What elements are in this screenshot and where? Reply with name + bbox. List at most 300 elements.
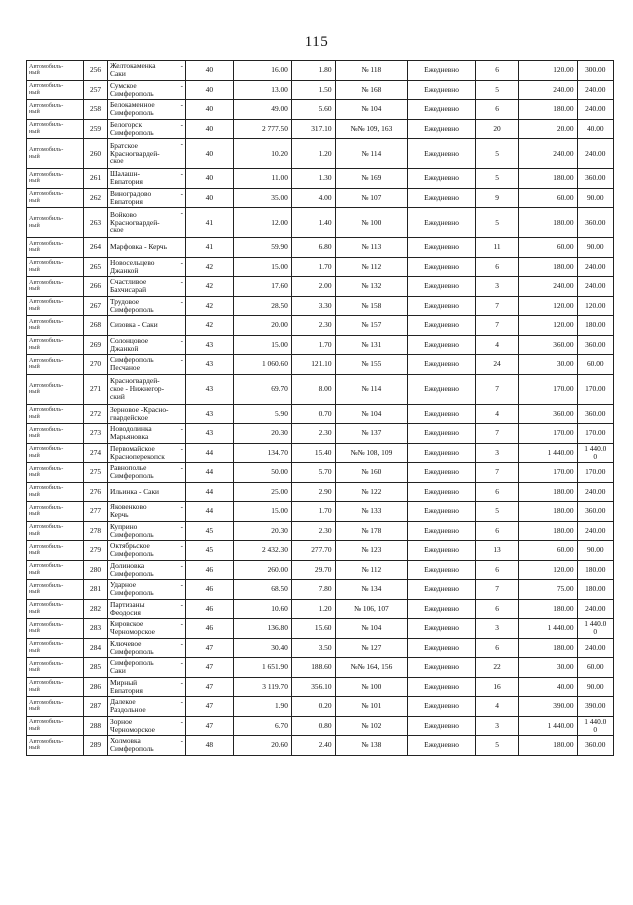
frequency-cell xyxy=(408,355,476,375)
route-dash: - xyxy=(180,639,183,648)
trips-count-text: 3 xyxy=(495,623,499,633)
route-name-text: Марфовка - Керчь xyxy=(110,242,167,252)
column-value-cell xyxy=(185,355,233,375)
route-dash: - xyxy=(180,561,183,570)
table-row xyxy=(27,100,614,120)
column-value-text: 50.00 xyxy=(271,467,288,477)
route-number-cell xyxy=(84,736,108,756)
route-type-text: Автомобиль- ный xyxy=(29,425,64,440)
total-cell xyxy=(577,619,613,639)
route-number-text: 261 xyxy=(90,173,102,183)
trips-count-text: 6 xyxy=(495,104,499,114)
column-value-cell xyxy=(291,541,335,561)
road-numbers-cell xyxy=(335,658,408,678)
frequency-text: Ежедневно xyxy=(424,104,459,114)
column-value-cell xyxy=(185,541,233,561)
column-value-text: 12.00 xyxy=(271,217,288,227)
frequency-cell xyxy=(408,697,476,717)
route-number-text: 285 xyxy=(90,662,102,672)
route-name-text: Войково Красногвардей- ское xyxy=(110,209,160,235)
column-value-text: 5.70 xyxy=(318,467,332,477)
trips-count-cell xyxy=(475,697,519,717)
total-text: 240.00 xyxy=(585,486,606,496)
total-text: 1 440.0 0 xyxy=(584,443,607,461)
table-row xyxy=(27,316,614,336)
road-numbers-text: № 158 xyxy=(361,300,382,310)
column-value-cell xyxy=(291,296,335,316)
total-cell xyxy=(577,521,613,541)
column-value-cell xyxy=(233,355,291,375)
column-value-cell xyxy=(185,374,233,404)
column-value-text: 1.20 xyxy=(318,148,332,158)
route-name-text: Яковенково Керчь xyxy=(110,502,147,520)
route-dash: - xyxy=(180,278,183,286)
route-type-cell xyxy=(27,619,84,639)
column-value-cell xyxy=(291,374,335,404)
column-value-cell xyxy=(291,463,335,483)
route-type-text: Автомобиль- ный xyxy=(29,406,64,420)
column-value-cell xyxy=(291,736,335,756)
total-text: 60.00 xyxy=(586,359,604,369)
route-number-text: 286 xyxy=(90,681,102,691)
frequency-text: Ежедневно xyxy=(424,720,459,730)
route-type-cell xyxy=(27,697,84,717)
route-dash: - xyxy=(180,659,183,667)
column-value-cell xyxy=(291,169,335,189)
trips-count-text: 7 xyxy=(495,320,499,330)
price-text: 240.00 xyxy=(553,281,574,291)
route-dash: - xyxy=(180,581,183,589)
table-row xyxy=(27,208,614,238)
column-value-text: 1.70 xyxy=(318,506,332,516)
column-value-text: 15.00 xyxy=(271,261,288,271)
route-number-text: 268 xyxy=(90,320,102,330)
price-cell xyxy=(519,580,577,600)
price-text: 30.00 xyxy=(556,662,574,672)
column-value-cell xyxy=(185,188,233,208)
trips-count-cell xyxy=(475,374,519,404)
total-text: 240.00 xyxy=(585,148,606,158)
price-text: 360.00 xyxy=(553,339,574,349)
route-dash: - xyxy=(180,600,183,609)
price-cell xyxy=(519,208,577,238)
column-value-text: 1 060.60 xyxy=(262,359,288,369)
road-numbers-text: № 112 xyxy=(361,261,382,271)
column-value-text: 7.80 xyxy=(318,584,332,594)
column-value-text: 121.10 xyxy=(311,359,332,369)
column-value-cell xyxy=(233,580,291,600)
routes-table xyxy=(26,60,614,756)
column-value-text: 1 651.90 xyxy=(262,662,288,672)
frequency-cell xyxy=(408,208,476,238)
route-type-text: Автомобиль- ный xyxy=(29,698,64,713)
road-numbers-text: № 123 xyxy=(361,545,382,555)
route-number-text: 265 xyxy=(90,261,102,271)
column-value-cell xyxy=(291,355,335,375)
total-cell xyxy=(577,599,613,619)
total-text: 60.00 xyxy=(586,662,604,672)
column-value-text: 6.80 xyxy=(318,242,332,252)
route-number-text: 259 xyxy=(90,123,102,133)
total-cell xyxy=(577,296,613,316)
column-value-cell xyxy=(233,188,291,208)
route-name-cell xyxy=(108,238,186,258)
route-name-cell xyxy=(108,677,186,697)
road-numbers-cell xyxy=(335,521,408,541)
table-row xyxy=(27,619,614,639)
route-number-cell xyxy=(84,716,108,736)
total-text: 240.00 xyxy=(585,261,606,271)
route-type-text: Автомобиль- ный xyxy=(29,317,64,332)
column-value-cell xyxy=(291,188,335,208)
table-row xyxy=(27,374,614,404)
route-number-cell xyxy=(84,169,108,189)
route-number-text: 272 xyxy=(90,408,102,418)
route-type-text: Автомобиль- ный xyxy=(29,581,64,596)
route-type-cell xyxy=(27,736,84,756)
price-cell xyxy=(519,736,577,756)
trips-count-cell xyxy=(475,316,519,336)
price-text: 30.00 xyxy=(556,359,574,369)
price-cell xyxy=(519,619,577,639)
route-type-cell xyxy=(27,677,84,697)
price-text: 170.00 xyxy=(553,384,574,394)
column-value-text: 2 432.30 xyxy=(262,545,288,555)
column-value-cell xyxy=(291,716,335,736)
route-type-text: Автомобиль- ный xyxy=(29,215,64,229)
column-value-text: 16.00 xyxy=(271,65,288,75)
trips-count-text: 5 xyxy=(495,84,499,94)
route-name-cell xyxy=(108,374,186,404)
column-value-cell xyxy=(233,374,291,404)
price-cell xyxy=(519,716,577,736)
price-cell xyxy=(519,277,577,297)
frequency-text: Ежедневно xyxy=(424,281,459,291)
column-value-cell xyxy=(291,697,335,717)
route-type-cell xyxy=(27,238,84,258)
route-type-cell xyxy=(27,316,84,336)
total-cell xyxy=(577,316,613,336)
route-name-text: Шалашн- Евпатория xyxy=(110,169,143,187)
frequency-text: Ежедневно xyxy=(424,525,459,535)
total-cell xyxy=(577,139,613,169)
frequency-text: Ежедневно xyxy=(424,84,459,94)
route-number-text: 282 xyxy=(90,603,102,613)
frequency-cell xyxy=(408,736,476,756)
total-cell xyxy=(577,404,613,424)
trips-count-cell xyxy=(475,355,519,375)
road-numbers-text: № 137 xyxy=(361,428,382,438)
route-name-cell xyxy=(108,335,186,355)
total-text: 170.00 xyxy=(585,428,606,438)
column-value-cell xyxy=(233,463,291,483)
trips-count-text: 3 xyxy=(495,720,499,730)
total-text: 240.00 xyxy=(585,525,606,535)
route-name-text: Первомайское Красноперекопск xyxy=(110,443,165,461)
route-name-text: Партизаны Феодосия xyxy=(110,599,145,617)
trips-count-cell xyxy=(475,296,519,316)
column-value-text: 46 xyxy=(205,564,214,574)
price-text: 180.00 xyxy=(553,603,574,613)
route-name-text: Октябрьское Симферополь xyxy=(110,541,154,559)
trips-count-text: 9 xyxy=(495,192,499,202)
road-numbers-cell xyxy=(335,599,408,619)
route-dash: - xyxy=(180,297,183,306)
route-type-text: Автомобиль- ный xyxy=(29,62,64,77)
price-text: 1 440.00 xyxy=(547,623,574,633)
column-value-text: 35.00 xyxy=(271,192,288,202)
road-numbers-text: № 104 xyxy=(361,104,382,114)
frequency-cell xyxy=(408,619,476,639)
trips-count-cell xyxy=(475,119,519,139)
route-type-text: Автомобиль- ный xyxy=(29,679,64,693)
column-value-text: 260.00 xyxy=(267,564,288,574)
route-name-text: Кировское Черноморское xyxy=(110,619,155,637)
table-row xyxy=(27,716,614,736)
road-numbers-cell xyxy=(335,335,408,355)
road-numbers-text: № 102 xyxy=(361,720,382,730)
frequency-cell xyxy=(408,638,476,658)
road-numbers-text: № 122 xyxy=(361,486,382,496)
price-text: 75.00 xyxy=(556,584,574,594)
total-cell xyxy=(577,100,613,120)
route-name-text: Равнополье Симферополь xyxy=(110,463,154,481)
route-type-cell xyxy=(27,658,84,678)
route-type-cell xyxy=(27,463,84,483)
frequency-cell xyxy=(408,277,476,297)
trips-count-cell xyxy=(475,277,519,297)
trips-count-text: 7 xyxy=(495,467,499,477)
route-number-cell xyxy=(84,697,108,717)
route-name-cell xyxy=(108,277,186,297)
route-number-text: 267 xyxy=(90,300,102,310)
route-name-text: Симферополь Саки xyxy=(110,658,154,676)
column-value-text: 46 xyxy=(205,603,214,613)
price-text: 40.00 xyxy=(556,681,574,691)
table-row xyxy=(27,638,614,658)
column-value-text: 49.00 xyxy=(271,104,288,114)
route-number-text: 279 xyxy=(90,545,102,555)
route-number-cell xyxy=(84,541,108,561)
price-cell xyxy=(519,638,577,658)
road-numbers-text: № 160 xyxy=(361,467,382,477)
route-number-cell xyxy=(84,443,108,463)
column-value-text: 20.30 xyxy=(271,428,288,438)
frequency-text: Ежедневно xyxy=(424,65,459,75)
total-text: 360.00 xyxy=(585,408,606,418)
price-text: 60.00 xyxy=(556,545,574,555)
total-text: 90.00 xyxy=(586,242,604,252)
column-value-text: 2.30 xyxy=(318,428,332,438)
price-text: 180.00 xyxy=(553,173,574,183)
road-numbers-cell xyxy=(335,541,408,561)
route-type-text: Автомобиль- ный xyxy=(29,737,64,752)
column-value-cell xyxy=(233,424,291,444)
column-value-cell xyxy=(185,521,233,541)
frequency-cell xyxy=(408,61,476,81)
column-value-cell xyxy=(185,277,233,297)
frequency-cell xyxy=(408,424,476,444)
total-text: 90.00 xyxy=(586,545,604,555)
trips-count-text: 5 xyxy=(495,506,499,516)
total-text: 180.00 xyxy=(585,320,606,330)
column-value-text: 1.20 xyxy=(318,603,332,613)
total-text: 360.00 xyxy=(585,173,606,183)
trips-count-cell xyxy=(475,619,519,639)
route-type-text: Автомобиль- ный xyxy=(29,101,64,116)
route-type-cell xyxy=(27,374,84,404)
route-type-text: Автомобиль- ный xyxy=(29,640,64,654)
frequency-cell xyxy=(408,658,476,678)
column-value-cell xyxy=(233,257,291,277)
price-cell xyxy=(519,482,577,502)
frequency-text: Ежедневно xyxy=(424,467,459,477)
column-value-cell xyxy=(291,658,335,678)
column-value-cell xyxy=(185,697,233,717)
route-type-cell xyxy=(27,580,84,600)
route-name-cell xyxy=(108,560,186,580)
price-text: 180.00 xyxy=(553,104,574,114)
road-numbers-cell xyxy=(335,119,408,139)
route-name-text: Симферополь Песчаное xyxy=(110,355,154,373)
route-type-text: Автомобиль- ный xyxy=(29,381,64,395)
frequency-text: Ежедневно xyxy=(424,173,459,183)
road-numbers-cell xyxy=(335,463,408,483)
column-value-text: 47 xyxy=(205,662,214,672)
route-name-text: Холмовка Симферополь xyxy=(110,736,154,754)
table-row xyxy=(27,521,614,541)
column-value-text: 47 xyxy=(205,642,214,652)
route-name-cell xyxy=(108,541,186,561)
route-dash: - xyxy=(180,522,183,531)
column-value-text: 45 xyxy=(205,545,214,555)
column-value-text: 2.30 xyxy=(318,525,332,535)
frequency-cell xyxy=(408,100,476,120)
column-value-cell xyxy=(233,482,291,502)
column-value-cell xyxy=(233,521,291,541)
column-value-text: 46 xyxy=(205,623,214,633)
price-text: 360.00 xyxy=(553,408,574,418)
column-value-cell xyxy=(291,619,335,639)
price-cell xyxy=(519,355,577,375)
column-value-cell xyxy=(291,580,335,600)
column-value-text: 8.00 xyxy=(318,384,332,394)
column-value-text: 43 xyxy=(205,359,214,369)
route-name-text: Ильинка - Саки xyxy=(110,486,160,496)
route-type-cell xyxy=(27,61,84,81)
frequency-text: Ежедневно xyxy=(424,506,459,516)
route-dash: - xyxy=(180,336,183,345)
price-text: 240.00 xyxy=(553,148,574,158)
route-name-text: Далекое Раздольное xyxy=(110,697,146,715)
column-value-cell xyxy=(185,139,233,169)
total-cell xyxy=(577,502,613,522)
column-value-text: 11.00 xyxy=(271,173,288,183)
total-cell xyxy=(577,208,613,238)
price-cell xyxy=(519,80,577,100)
route-number-text: 288 xyxy=(90,720,102,730)
route-name-cell xyxy=(108,169,186,189)
column-value-text: 2.00 xyxy=(318,281,332,291)
price-cell xyxy=(519,404,577,424)
road-numbers-cell xyxy=(335,277,408,297)
road-numbers-cell xyxy=(335,580,408,600)
column-value-cell xyxy=(185,238,233,258)
route-name-cell xyxy=(108,580,186,600)
route-number-cell xyxy=(84,521,108,541)
route-number-text: 275 xyxy=(90,467,102,477)
column-value-cell xyxy=(185,619,233,639)
route-number-cell xyxy=(84,599,108,619)
route-type-text: Автомобиль- ный xyxy=(29,121,64,135)
route-number-text: 287 xyxy=(90,701,102,711)
route-name-text: Ударное Симферополь xyxy=(110,580,154,598)
route-type-cell xyxy=(27,335,84,355)
route-type-cell xyxy=(27,560,84,580)
price-text: 180.00 xyxy=(553,217,574,227)
table-row xyxy=(27,80,614,100)
route-type-text: Автомобиль- ный xyxy=(29,146,64,160)
route-number-cell xyxy=(84,502,108,522)
route-number-cell xyxy=(84,61,108,81)
route-name-cell xyxy=(108,80,186,100)
frequency-text: Ежедневно xyxy=(424,359,459,369)
road-numbers-text: № 114 xyxy=(361,384,382,394)
total-cell xyxy=(577,482,613,502)
column-value-cell xyxy=(291,599,335,619)
route-name-text: Куприно Симферополь xyxy=(110,521,154,539)
column-value-text: 1.70 xyxy=(318,339,332,349)
route-number-cell xyxy=(84,188,108,208)
route-dash: - xyxy=(180,62,183,70)
column-value-text: 15.00 xyxy=(271,339,288,349)
frequency-cell xyxy=(408,599,476,619)
route-type-cell xyxy=(27,257,84,277)
total-cell xyxy=(577,355,613,375)
route-type-text: Автомобиль- ный xyxy=(29,445,64,459)
route-name-text: Счастливое Бахчисарай xyxy=(110,277,147,295)
road-numbers-cell xyxy=(335,257,408,277)
route-number-cell xyxy=(84,580,108,600)
road-numbers-cell xyxy=(335,169,408,189)
total-cell xyxy=(577,61,613,81)
frequency-text: Ежедневно xyxy=(424,242,459,252)
route-number-text: 266 xyxy=(90,281,102,291)
frequency-cell xyxy=(408,463,476,483)
table-row xyxy=(27,424,614,444)
total-cell xyxy=(577,443,613,463)
column-value-text: 136.80 xyxy=(267,623,288,633)
road-numbers-cell xyxy=(335,697,408,717)
total-text: 1 440.0 0 xyxy=(584,716,607,734)
trips-count-text: 5 xyxy=(495,740,499,750)
road-numbers-text: № 113 xyxy=(361,242,382,252)
column-value-cell xyxy=(291,61,335,81)
total-text: 360.00 xyxy=(585,217,606,227)
route-number-text: 277 xyxy=(90,506,102,516)
column-value-text: 1.40 xyxy=(318,217,332,227)
price-text: 60.00 xyxy=(556,192,574,202)
route-name-cell xyxy=(108,443,186,463)
frequency-text: Ежедневно xyxy=(424,300,459,310)
total-text: 240.00 xyxy=(585,84,606,94)
frequency-cell xyxy=(408,238,476,258)
road-numbers-text: № 106, 107 xyxy=(353,603,389,613)
total-text: 360.00 xyxy=(585,339,606,349)
column-value-cell xyxy=(185,335,233,355)
route-number-text: 280 xyxy=(90,564,102,574)
route-dash: - xyxy=(180,140,183,148)
